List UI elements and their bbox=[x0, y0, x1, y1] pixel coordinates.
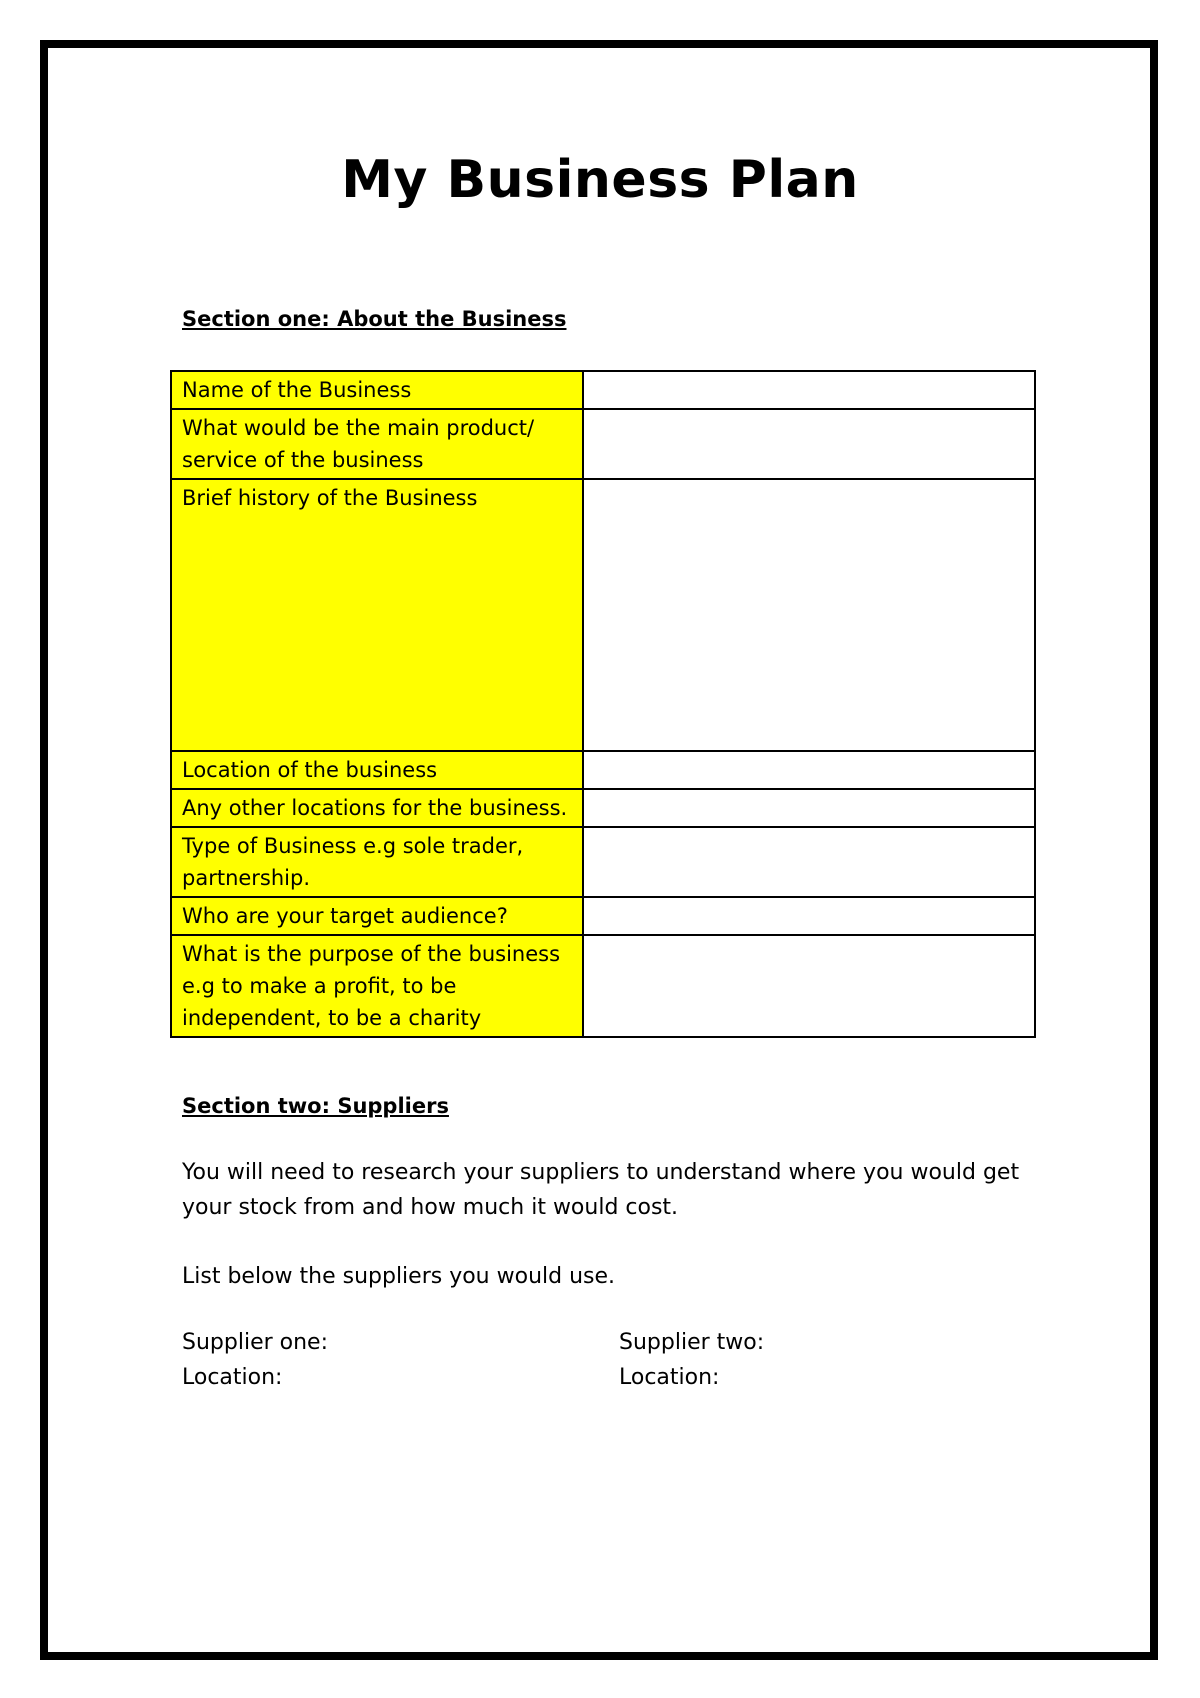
supplier-one-block bbox=[182, 1325, 328, 1395]
table-row bbox=[171, 371, 1035, 409]
answer-cell-main-product[interactable] bbox=[583, 409, 1035, 479]
suppliers-list-prompt: List below the suppliers you would use. bbox=[182, 1264, 616, 1289]
row-label-target-audience: Who are your target audience? bbox=[171, 897, 583, 935]
table-row bbox=[171, 935, 1035, 1037]
supplier-two-label: Supplier two: bbox=[619, 1330, 765, 1355]
table-row bbox=[171, 789, 1035, 827]
row-label-brief-history: Brief history of the Business bbox=[171, 479, 583, 751]
row-label-other-locations: Any other locations for the business. bbox=[171, 789, 583, 827]
answer-cell-purpose[interactable] bbox=[583, 935, 1035, 1037]
supplier-one-label: Supplier one: bbox=[182, 1330, 328, 1355]
answer-cell-other-locations[interactable] bbox=[583, 789, 1035, 827]
answer-cell-brief-history[interactable] bbox=[583, 479, 1035, 751]
supplier-one-location-label: Location: bbox=[182, 1365, 283, 1390]
table-row bbox=[171, 897, 1035, 935]
table-row bbox=[171, 751, 1035, 789]
row-label-main-product: What would be the main product/ service of the business bbox=[171, 409, 583, 479]
section-two-heading: Section two: Suppliers bbox=[182, 1094, 449, 1118]
table-row bbox=[171, 409, 1035, 479]
answer-cell-business-type[interactable] bbox=[583, 827, 1035, 897]
row-label-location: Location of the business bbox=[171, 751, 583, 789]
table-row bbox=[171, 479, 1035, 751]
answer-cell-location[interactable] bbox=[583, 751, 1035, 789]
answer-cell-target-audience[interactable] bbox=[583, 897, 1035, 935]
row-label-purpose: What is the purpose of the business e.g to make a profit, to be independent, to be a charity bbox=[171, 935, 583, 1037]
business-details-table bbox=[170, 370, 1036, 1038]
supplier-two-location-label: Location: bbox=[619, 1365, 720, 1390]
section-one-heading: Section one: About the Business bbox=[182, 307, 567, 331]
table-row bbox=[171, 827, 1035, 897]
suppliers-instructions: You will need to research your suppliers to understand where you would get your stock from and how much it would cost. bbox=[182, 1160, 1020, 1220]
answer-cell-business-name[interactable] bbox=[583, 371, 1035, 409]
row-label-business-type: Type of Business e.g sole trader, partnership. bbox=[171, 827, 583, 897]
supplier-two-block bbox=[619, 1325, 764, 1395]
page-title: My Business Plan bbox=[341, 150, 859, 210]
row-label-business-name: Name of the Business bbox=[171, 371, 583, 409]
